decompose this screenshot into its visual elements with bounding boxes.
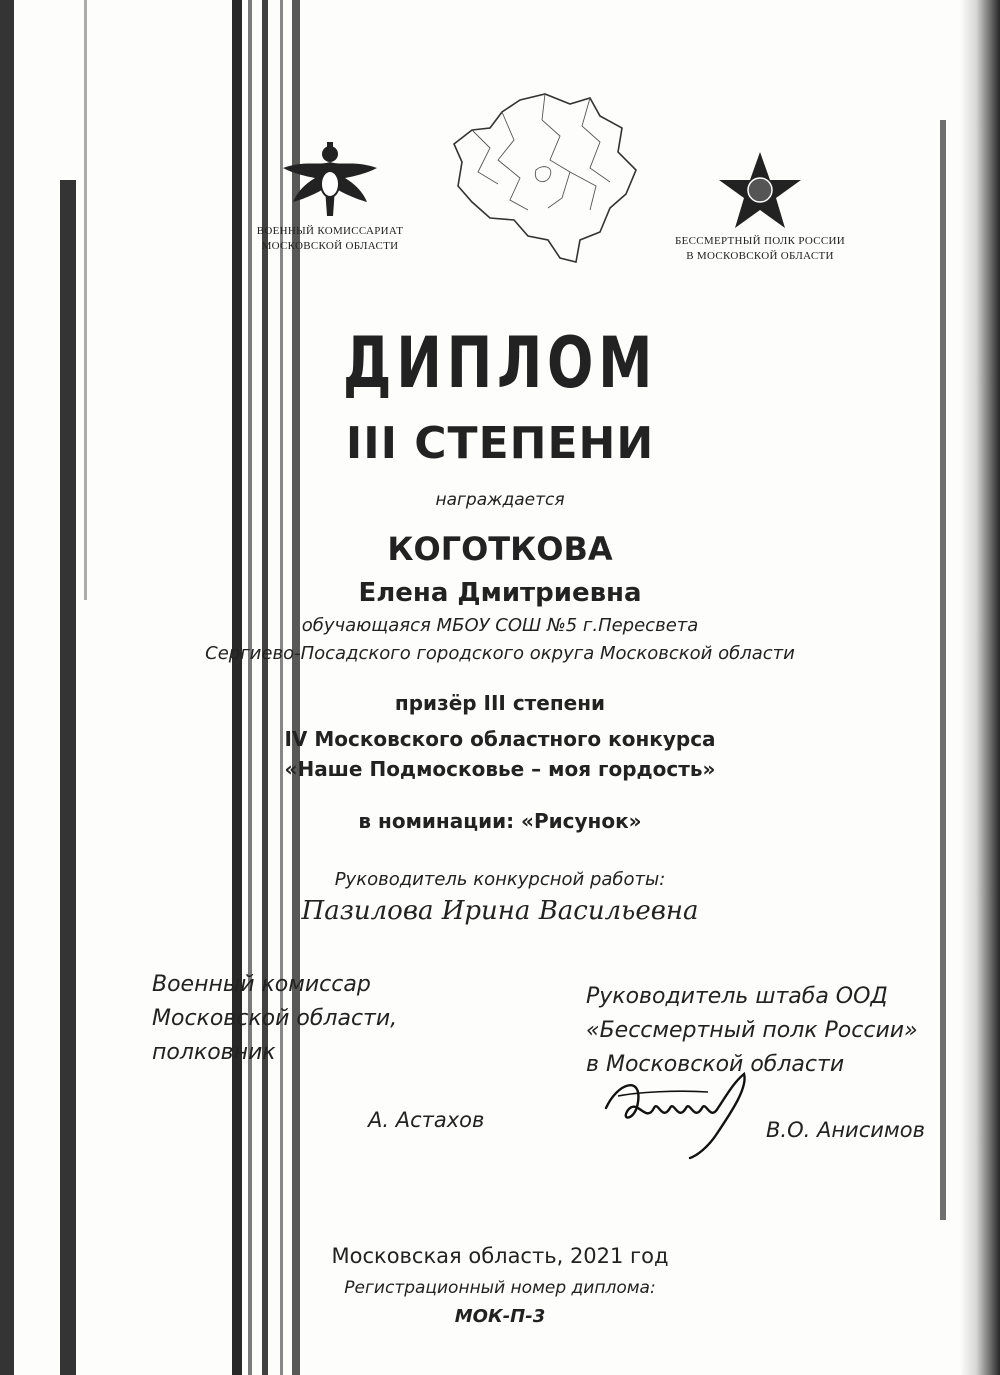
place-year: [0, 1244, 1000, 1268]
left-logo-line: МОСКОВСКОЙ ОБЛАСТИ: [261, 240, 399, 252]
left-signatory-line: Московской области,: [152, 1006, 398, 1031]
nomination: [0, 806, 1000, 836]
affiliation-line: Сергиево-Посадского городского округа Московской области: [205, 643, 795, 664]
scan-streak: [84, 0, 87, 600]
nomination-text: в номинации: «Рисунок»: [358, 809, 642, 833]
degree-text: III СТЕПЕНИ: [345, 418, 655, 469]
surname-text: КОГОТКОВА: [387, 530, 613, 568]
right-signatory-line: «Бессмертный полк России»: [586, 1018, 918, 1043]
left-signatory-title: [152, 968, 397, 1070]
star-emblem-icon: [715, 150, 805, 230]
awarded-text: награждается: [435, 490, 565, 510]
degree-heading: [0, 418, 1000, 469]
scan-streak: [940, 120, 946, 1220]
given-names-text: Елена Дмитриевна: [358, 578, 642, 608]
eagle-emblem-icon: [275, 140, 385, 220]
registration-number-text: МОК-П-3: [454, 1306, 546, 1327]
diploma-title: [0, 322, 1000, 404]
moscow-region-map-icon: [450, 90, 645, 275]
supervisor-label: [0, 866, 1000, 894]
right-logo-line: БЕССМЕРТНЫЙ ПОЛК РОССИИ: [674, 235, 846, 247]
handwritten-signature-icon: [598, 1062, 768, 1162]
achievement: [0, 688, 1000, 784]
left-signatory-line: Военный комиссар: [152, 972, 371, 997]
right-signatory-line: Руководитель штаба ООД: [586, 984, 888, 1009]
registration-number: [0, 1306, 1000, 1327]
achievement-line: «Наше Подмосковье – моя гордость»: [284, 757, 716, 781]
recipient-surname: [0, 530, 1000, 568]
right-logo-line: В МОСКОВСКОЙ ОБЛАСТИ: [686, 250, 834, 262]
left-logo-line: ВОЕННЫЙ КОМИССАРИАТ: [256, 225, 404, 237]
left-signatory-line: полковник: [152, 1040, 276, 1065]
registration-label: [0, 1278, 1000, 1298]
right-signatory-name: В.О. Анисимов: [766, 1118, 925, 1142]
registration-label-text: Регистрационный номер диплома:: [344, 1278, 656, 1298]
place-year-text: Московская область, 2021 год: [331, 1244, 669, 1268]
achievement-line: IV Московского областного конкурса: [284, 727, 716, 751]
military-commissariat-logo: [250, 140, 410, 254]
affiliation: [0, 612, 1000, 668]
supervisor-label-text: Руководитель конкурсной работы:: [334, 869, 666, 890]
achievement-line: призёр III степени: [394, 691, 606, 715]
awarded-label: [0, 490, 1000, 510]
recipient-given-names: [0, 578, 1000, 608]
left-signatory-name: А. Астахов: [368, 1108, 485, 1132]
right-signatory-line: в Московской области: [586, 1052, 845, 1077]
affiliation-line: обучающаяся МБОУ СОШ №5 г.Пересвета: [301, 615, 699, 636]
immortal-regiment-logo: [660, 150, 860, 264]
title-text: ДИПЛОМ: [342, 322, 658, 404]
supervisor-name: [0, 896, 1000, 926]
supervisor-name-text: Пазилова Ирина Васильевна: [301, 896, 699, 926]
